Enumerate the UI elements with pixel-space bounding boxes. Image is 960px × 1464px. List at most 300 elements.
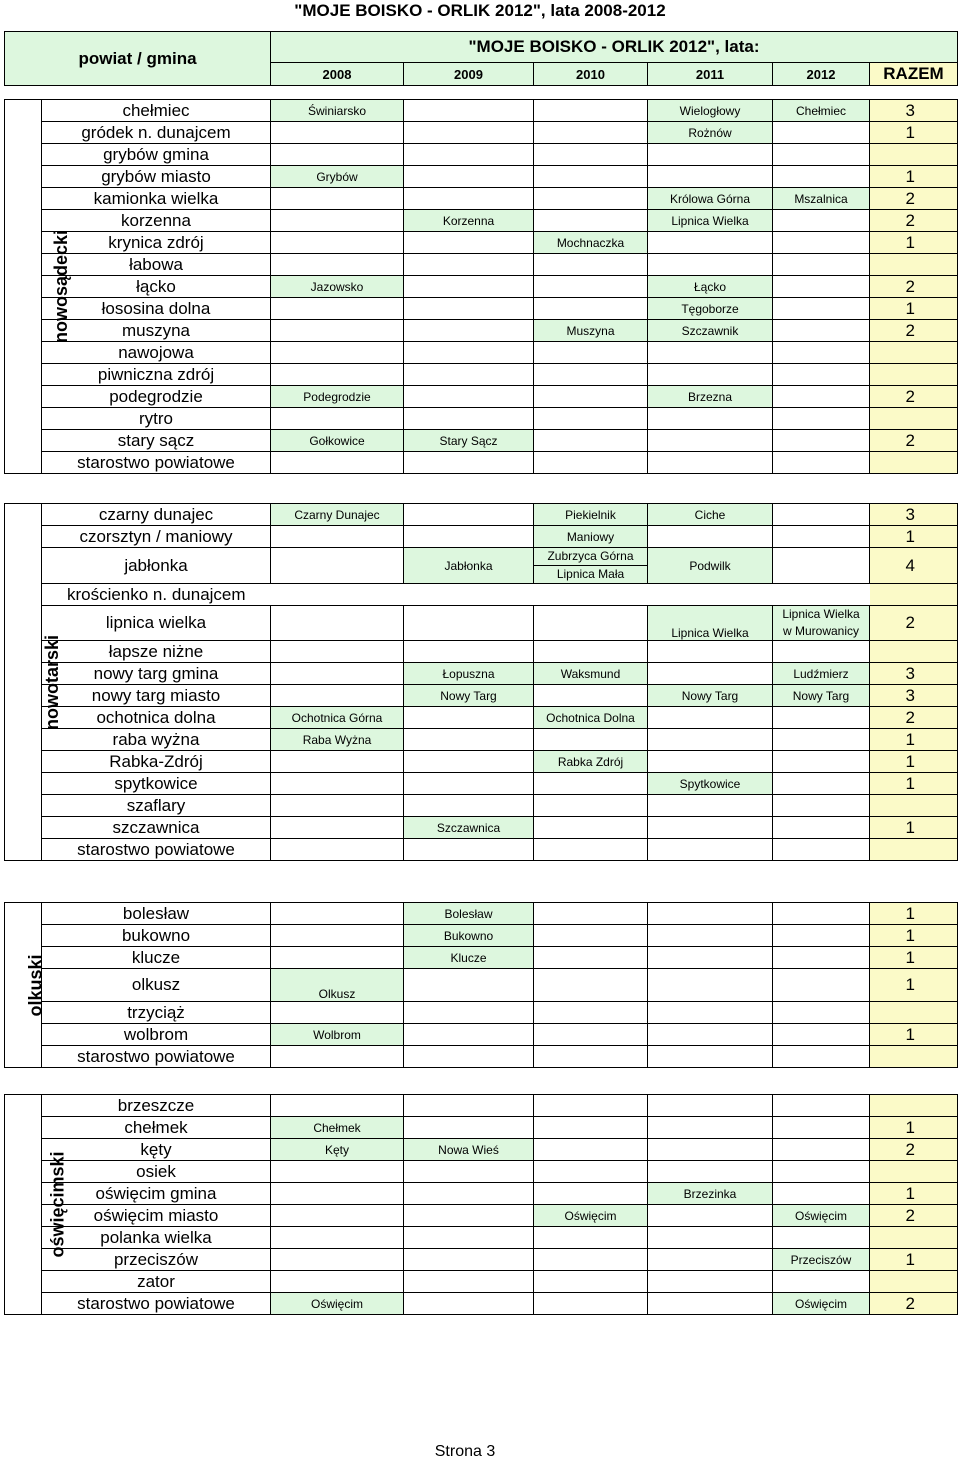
gmina-name: stary sącz <box>42 430 271 452</box>
gmina-name: olkusz <box>42 969 271 1002</box>
location-cell <box>773 947 870 969</box>
location-cell <box>534 1046 648 1068</box>
location-cell <box>648 1002 773 1024</box>
razem-cell <box>870 795 958 817</box>
location-cell <box>404 452 534 474</box>
table-row <box>5 707 958 729</box>
header-powiat-gmina: powiat / gmina <box>5 32 271 86</box>
location-cell <box>773 751 870 773</box>
table-row <box>5 210 958 232</box>
location-cell: Rożnów <box>648 122 773 144</box>
location-cell <box>773 1117 870 1139</box>
location-cell <box>404 526 534 548</box>
location-cell <box>271 1095 404 1117</box>
location-cell <box>404 729 534 751</box>
location-cell: Raba Wyżna <box>271 729 404 751</box>
location-cell <box>648 903 773 925</box>
table-row <box>5 751 958 773</box>
location-cell <box>534 254 648 276</box>
location-cell <box>648 430 773 452</box>
location-cell: Bukowno <box>404 925 534 947</box>
location-cell <box>534 1271 648 1293</box>
section-table-0 <box>4 99 958 474</box>
table-row <box>5 773 958 795</box>
location-cell: Jabłonka <box>404 548 534 584</box>
razem-cell <box>870 1271 958 1293</box>
location-cell <box>773 641 870 663</box>
razem-cell: 1 <box>870 122 958 144</box>
location-cell <box>534 452 648 474</box>
razem-cell: 1 <box>870 925 958 947</box>
location-cell <box>534 430 648 452</box>
table-row <box>5 1205 958 1227</box>
location-cell: Klucze <box>404 947 534 969</box>
location-cell <box>271 232 404 254</box>
razem-cell: 3 <box>870 685 958 707</box>
section-table-2 <box>4 902 958 1068</box>
razem-cell: 3 <box>870 504 958 526</box>
gmina-name: Rabka-Zdrój <box>42 751 271 773</box>
gmina-name: starostwo powiatowe <box>42 839 271 861</box>
location-cell <box>271 641 404 663</box>
location-cell: Przeciszów <box>773 1249 870 1271</box>
location-cell <box>271 320 404 342</box>
location-cell <box>648 254 773 276</box>
location-cell: Wielogłowy <box>648 100 773 122</box>
table-row <box>5 548 958 584</box>
location-cell: Tęgoborze <box>648 298 773 320</box>
location-cell: Bolesław <box>404 903 534 925</box>
razem-cell: 1 <box>870 817 958 839</box>
location-cell <box>271 548 404 584</box>
table-row <box>5 1046 958 1068</box>
location-cell <box>648 1139 773 1161</box>
table-row <box>5 1183 958 1205</box>
location-cell: Korzenna <box>404 210 534 232</box>
location-cell: Nowy Targ <box>404 685 534 707</box>
location-cell: Chełmek <box>271 1117 404 1139</box>
location-cell <box>648 817 773 839</box>
gmina-name: zator <box>42 1271 271 1293</box>
location-cell <box>773 210 870 232</box>
location-cell <box>648 526 773 548</box>
region-label-cell <box>5 903 46 1068</box>
header-program-title: "MOJE BOISKO - ORLIK 2012", lata: <box>271 32 958 63</box>
location-cell <box>534 100 648 122</box>
location-cell <box>773 839 870 861</box>
location-cell <box>404 166 534 188</box>
location-cell <box>648 1024 773 1046</box>
gmina-name: spytkowice <box>42 773 271 795</box>
razem-cell: 4 <box>870 548 958 584</box>
table-row <box>5 1117 958 1139</box>
location-cell <box>271 685 404 707</box>
location-cell <box>534 188 648 210</box>
table-row <box>5 526 958 548</box>
location-cell <box>534 342 648 364</box>
razem-cell: 1 <box>870 526 958 548</box>
location-cell <box>404 276 534 298</box>
location-cell <box>271 364 404 386</box>
location-cell: Kęty <box>271 1139 404 1161</box>
location-cell <box>648 663 773 685</box>
location-cell <box>534 584 648 606</box>
razem-cell: 3 <box>870 100 958 122</box>
location-cell <box>534 1161 648 1183</box>
location-cell <box>271 663 404 685</box>
razem-cell: 1 <box>870 729 958 751</box>
location-cell: Lipnica Wielka <box>648 210 773 232</box>
table-row <box>5 729 958 751</box>
table-row <box>5 817 958 839</box>
table-row <box>5 606 958 641</box>
header-table <box>4 31 958 86</box>
location-cell <box>648 641 773 663</box>
location-cell <box>648 166 773 188</box>
table-row <box>5 903 958 925</box>
table-row <box>5 166 958 188</box>
location-cell: Oświęcim <box>773 1293 870 1315</box>
location-cell <box>534 166 648 188</box>
table-row <box>5 386 958 408</box>
location-cell <box>404 584 534 606</box>
location-cell: Waksmund <box>534 663 648 685</box>
table-row <box>5 232 958 254</box>
location-cell <box>404 1024 534 1046</box>
table-row <box>5 925 958 947</box>
location-cell <box>534 925 648 947</box>
header-year-2009: 2009 <box>404 63 534 86</box>
location-cell <box>534 947 648 969</box>
gmina-name: lipnica wielka <box>42 606 271 641</box>
location-cell: Rabka Zdrój <box>534 751 648 773</box>
razem-cell <box>870 1002 958 1024</box>
location-cell <box>773 526 870 548</box>
gmina-name: starostwo powiatowe <box>42 1293 271 1315</box>
location-text: Lipnica Wielka <box>782 607 860 621</box>
table-row <box>5 144 958 166</box>
location-cell <box>648 1249 773 1271</box>
razem-cell <box>870 641 958 663</box>
razem-cell: 1 <box>870 1249 958 1271</box>
location-cell <box>773 1024 870 1046</box>
location-cell: Łącko <box>648 276 773 298</box>
location-cell: Oświęcim <box>271 1293 404 1315</box>
location-cell: Brzezna <box>648 386 773 408</box>
location-cell <box>773 1227 870 1249</box>
location-cell <box>271 584 404 606</box>
region-label-cell <box>5 1095 68 1315</box>
location-cell: Ludźmierz <box>773 663 870 685</box>
table-row <box>5 584 958 606</box>
location-cell: Jazowsko <box>271 276 404 298</box>
location-cell <box>773 408 870 430</box>
location-cell <box>534 1293 648 1315</box>
gmina-name: rytro <box>42 408 271 430</box>
header-year-2011: 2011 <box>648 63 773 86</box>
gmina-name: szczawnica <box>42 817 271 839</box>
gmina-name: trzyciąż <box>42 1002 271 1024</box>
location-cell <box>271 144 404 166</box>
razem-cell: 2 <box>870 606 958 641</box>
location-cell <box>404 969 534 1002</box>
location-cell <box>271 452 404 474</box>
location-cell <box>534 210 648 232</box>
location-cell <box>271 210 404 232</box>
location-cell <box>773 254 870 276</box>
razem-cell <box>870 452 958 474</box>
location-cell <box>534 298 648 320</box>
location-cell <box>773 969 870 1002</box>
gmina-name: starostwo powiatowe <box>42 1046 271 1068</box>
location-cell: Nowy Targ <box>648 685 773 707</box>
location-cell <box>404 641 534 663</box>
location-cell <box>648 364 773 386</box>
razem-cell: 2 <box>870 1205 958 1227</box>
location-cell: Piekielnik <box>534 504 648 526</box>
razem-cell: 2 <box>870 210 958 232</box>
region-label: nowotarski <box>42 634 63 730</box>
gmina-name: kęty <box>42 1139 271 1161</box>
table-row <box>5 364 958 386</box>
location-cell: Gołkowice <box>271 430 404 452</box>
location-cell <box>404 1002 534 1024</box>
gmina-name: krościenko n. dunajcem <box>42 584 271 606</box>
location-cell <box>648 1117 773 1139</box>
location-cell <box>534 1183 648 1205</box>
razem-cell <box>870 1046 958 1068</box>
location-cell <box>648 1227 773 1249</box>
location-cell <box>648 795 773 817</box>
location-cell <box>534 1002 648 1024</box>
location-cell: Podegrodzie <box>271 386 404 408</box>
location-cell <box>534 839 648 861</box>
location-cell: Olkusz <box>271 969 404 1002</box>
location-cell <box>648 1205 773 1227</box>
location-cell <box>773 232 870 254</box>
table-row <box>5 839 958 861</box>
location-cell: Ciche <box>648 504 773 526</box>
location-cell <box>534 144 648 166</box>
location-cell <box>534 408 648 430</box>
table-row <box>5 641 958 663</box>
location-cell <box>773 342 870 364</box>
location-cell <box>648 1161 773 1183</box>
location-cell <box>648 1046 773 1068</box>
gmina-name: nowy targ miasto <box>42 685 271 707</box>
gmina-name: nowy targ gmina <box>42 663 271 685</box>
location-cell <box>648 1271 773 1293</box>
razem-cell: 2 <box>870 1139 958 1161</box>
table-row <box>5 1227 958 1249</box>
location-cell <box>534 122 648 144</box>
location-cell <box>271 342 404 364</box>
gmina-name: oświęcim gmina <box>42 1183 271 1205</box>
location-cell <box>773 298 870 320</box>
location-cell <box>404 1117 534 1139</box>
location-cell <box>271 254 404 276</box>
gmina-name: nawojowa <box>42 342 271 364</box>
location-cell <box>404 342 534 364</box>
region-label: oświęcimski <box>47 1151 68 1258</box>
location-cell <box>404 1271 534 1293</box>
location-cell <box>773 925 870 947</box>
location-cell <box>271 773 404 795</box>
location-cell <box>404 1183 534 1205</box>
location-cell <box>773 122 870 144</box>
table-row <box>5 320 958 342</box>
razem-cell: 1 <box>870 947 958 969</box>
razem-cell <box>870 144 958 166</box>
location-cell <box>534 1024 648 1046</box>
location-cell <box>648 729 773 751</box>
location-cell: Muszyna <box>534 320 648 342</box>
location-cell <box>271 1249 404 1271</box>
location-cell: Spytkowice <box>648 773 773 795</box>
table-row <box>5 430 958 452</box>
header-year-2008: 2008 <box>271 63 404 86</box>
gmina-name: bukowno <box>42 925 271 947</box>
razem-cell: 1 <box>870 298 958 320</box>
gmina-name: gródek n. dunajcem <box>42 122 271 144</box>
location-cell <box>773 364 870 386</box>
location-cell: Mochnaczka <box>534 232 648 254</box>
gmina-name: wolbrom <box>42 1024 271 1046</box>
location-cell <box>404 1205 534 1227</box>
table-row <box>5 795 958 817</box>
location-cell <box>404 773 534 795</box>
location-cell: Grybów <box>271 166 404 188</box>
location-cell <box>404 320 534 342</box>
location-cell <box>271 817 404 839</box>
table-row <box>5 663 958 685</box>
gmina-name: grybów miasto <box>42 166 271 188</box>
location-cell <box>773 166 870 188</box>
razem-cell: 1 <box>870 903 958 925</box>
table-row <box>5 504 958 526</box>
gmina-name: oświęcim miasto <box>42 1205 271 1227</box>
location-cell <box>534 729 648 751</box>
location-cell <box>404 795 534 817</box>
location-cell <box>648 947 773 969</box>
location-cell <box>773 1271 870 1293</box>
location-cell <box>404 364 534 386</box>
location-cell <box>534 1139 648 1161</box>
location-cell <box>404 1095 534 1117</box>
location-cell <box>773 1139 870 1161</box>
location-cell: Mszalnica <box>773 188 870 210</box>
table-row <box>5 188 958 210</box>
location-cell <box>773 606 870 641</box>
location-cell <box>534 773 648 795</box>
razem-cell: 1 <box>870 773 958 795</box>
location-cell <box>773 430 870 452</box>
section-table-3 <box>4 1094 958 1315</box>
location-cell: Królowa Górna <box>648 188 773 210</box>
location-cell <box>404 298 534 320</box>
razem-cell: 2 <box>870 707 958 729</box>
location-cell <box>773 452 870 474</box>
location-cell <box>271 1002 404 1024</box>
razem-cell: 2 <box>870 188 958 210</box>
location-cell <box>773 729 870 751</box>
location-cell <box>773 1183 870 1205</box>
location-cell: Oświęcim <box>773 1205 870 1227</box>
location-cell <box>534 386 648 408</box>
table-row <box>5 254 958 276</box>
razem-cell <box>870 1161 958 1183</box>
document-title: "MOJE BOISKO - ORLIK 2012", lata 2008-2012 <box>294 1 666 20</box>
location-cell <box>404 386 534 408</box>
razem-cell: 1 <box>870 166 958 188</box>
table-row <box>5 122 958 144</box>
location-cell <box>773 773 870 795</box>
razem-cell: 2 <box>870 386 958 408</box>
razem-cell <box>870 1095 958 1117</box>
gmina-name: osiek <box>42 1161 271 1183</box>
location-cell <box>648 839 773 861</box>
location-cell <box>648 1293 773 1315</box>
location-cell: Podwilk <box>648 548 773 584</box>
gmina-name: muszyna <box>42 320 271 342</box>
gmina-name: łącko <box>42 276 271 298</box>
location-cell <box>648 144 773 166</box>
razem-cell: 2 <box>870 430 958 452</box>
gmina-name: piwniczna zdrój <box>42 364 271 386</box>
gmina-name: brzeszcze <box>42 1095 271 1117</box>
location-text: w Murowanicy <box>782 624 860 638</box>
location-cell: Szczawnik <box>648 320 773 342</box>
location-cell <box>773 707 870 729</box>
location-cell <box>773 320 870 342</box>
location-cell <box>773 144 870 166</box>
location-cell <box>404 232 534 254</box>
location-cell <box>773 276 870 298</box>
location-cell <box>773 817 870 839</box>
table-row <box>5 298 958 320</box>
razem-cell: 1 <box>870 1024 958 1046</box>
location-cell: Szczawnica <box>404 817 534 839</box>
location-cell: Łopuszna <box>404 663 534 685</box>
razem-cell <box>870 364 958 386</box>
header-razem: RAZEM <box>870 63 958 86</box>
gmina-name: grybów gmina <box>42 144 271 166</box>
razem-cell: 1 <box>870 1117 958 1139</box>
razem-cell <box>870 254 958 276</box>
location-cell <box>773 795 870 817</box>
region-label-cell <box>5 100 72 474</box>
location-cell: Ochotnica Dolna <box>534 707 648 729</box>
gmina-name: szaflary <box>42 795 271 817</box>
location-cell <box>773 1095 870 1117</box>
location-cell <box>534 641 648 663</box>
gmina-name: czorsztyn / maniowy <box>42 526 271 548</box>
region-label: nowosądecki <box>51 229 72 344</box>
location-cell <box>271 298 404 320</box>
location-cell <box>773 504 870 526</box>
razem-cell: 1 <box>870 751 958 773</box>
location-cell <box>404 1161 534 1183</box>
location-cell <box>534 548 648 584</box>
location-cell <box>534 969 648 1002</box>
location-cell <box>271 795 404 817</box>
razem-cell <box>870 408 958 430</box>
location-cell <box>648 751 773 773</box>
location-cell <box>534 903 648 925</box>
location-cell <box>404 1046 534 1068</box>
location-cell: Maniowy <box>534 526 648 548</box>
location-cell <box>271 839 404 861</box>
